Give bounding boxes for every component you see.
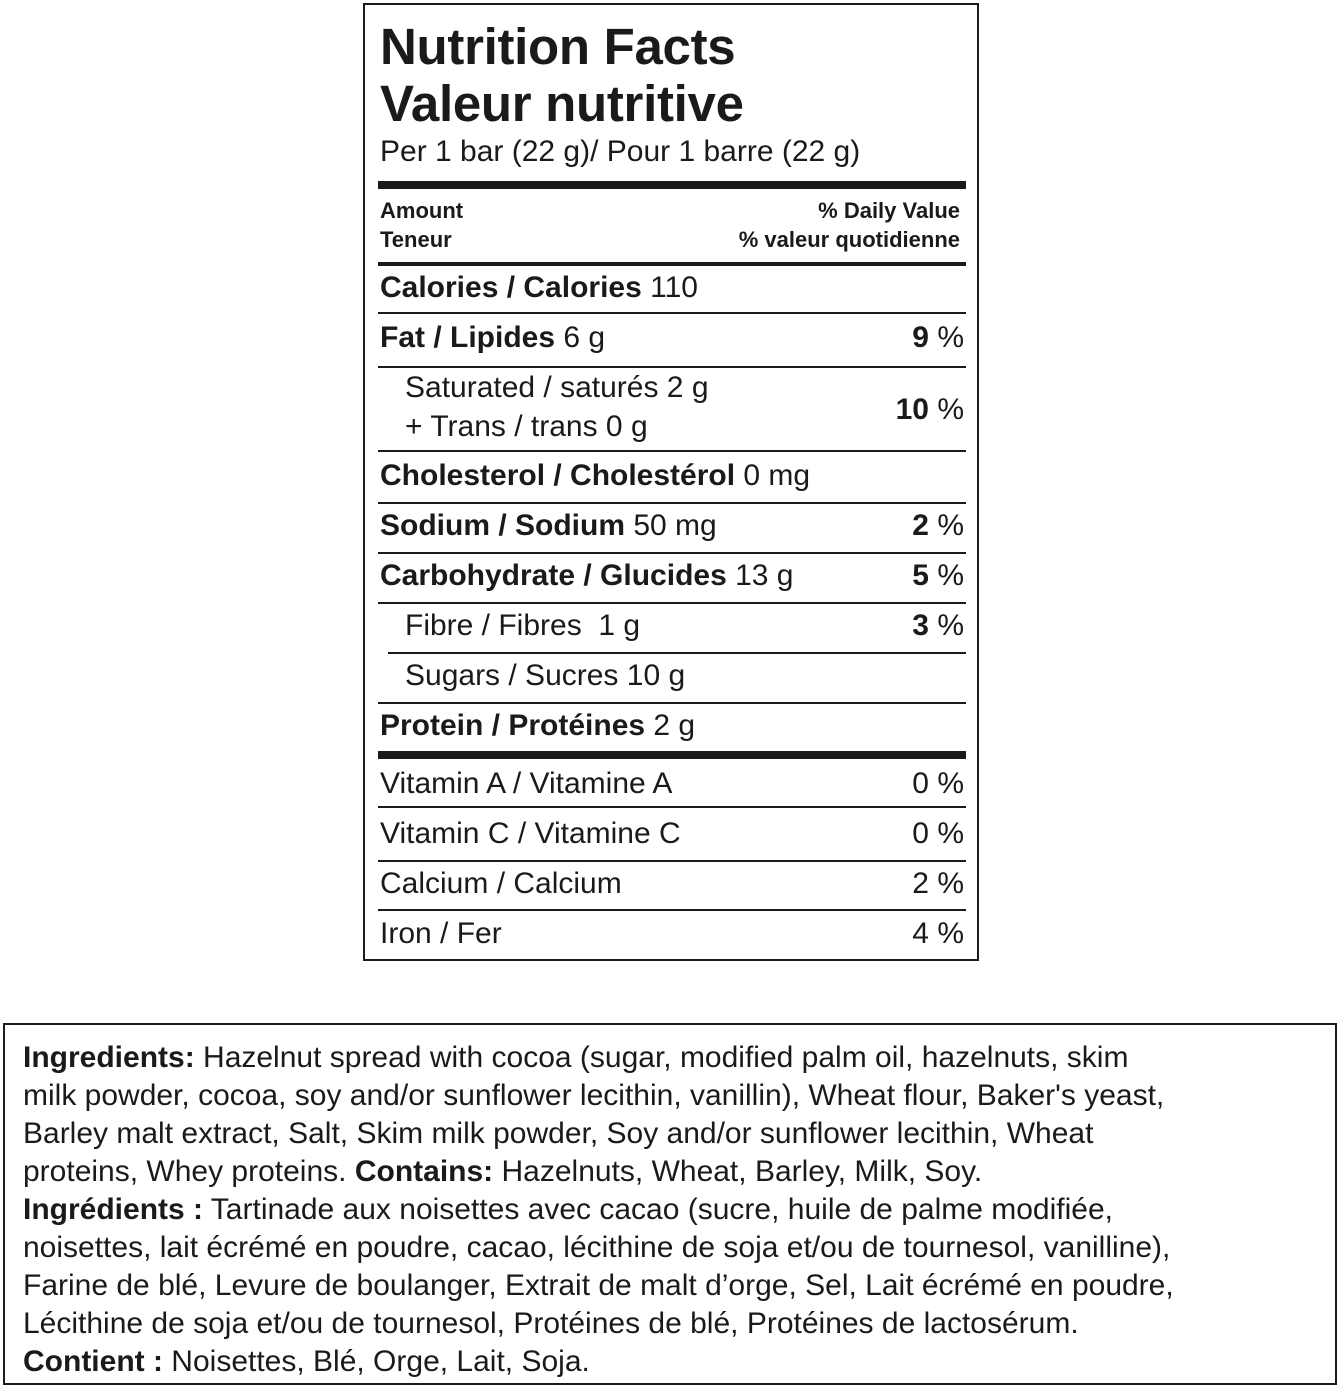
amount-header-fr: Teneur [380,227,452,252]
daily-value-number: 5 [912,559,929,592]
ingredients-box [3,1023,1337,1385]
thick-divider [378,751,966,759]
thick-divider [378,181,966,189]
ingredients-line [23,1343,1333,1381]
trans-label: + Trans / trans 0 g [405,410,648,443]
ingredients-line: Barley malt extract, Salt, Skim milk powder, Soy and/or sunflower lecithin, Wheat [23,1117,1094,1150]
vitamin-daily-value: 0 % [912,817,964,850]
ingredients-text-fr: Tartinade aux noisettes avec cacao (sucre, huile de palme modifiée, [203,1193,1113,1226]
ingredients-text [23,1039,1333,1381]
ingredients-line [23,1191,1333,1229]
nutrient-row-saturated-trans [378,373,966,445]
daily-value-number: 9 [912,321,929,354]
nutrient-name: Cholesterol / Cholestérol [380,459,736,492]
ingredients-heading-en: Ingredients: [23,1041,195,1074]
ingredients-text-en: Hazelnut spread with cocoa (sugar, modified palm oil, hazelnuts, skim [194,1041,1129,1074]
nutrition-facts-table [363,3,979,961]
contient-allergens: Noisettes, Blé, Orge, Lait, Soja. [162,1345,590,1378]
nutrient-name: Protein / Protéines [380,709,646,742]
nutrient-amount: 0 mg [735,459,811,492]
contient-heading: Contient : [23,1345,163,1378]
daily-value-header-fr: % valeur quotidienne [738,227,960,252]
daily-value-unit: % [928,509,964,542]
row-divider [378,552,966,554]
row-divider [378,312,966,314]
contains-allergens: Hazelnuts, Wheat, Barley, Milk, Soy. [493,1155,983,1188]
nutrient-name: Calories / Calories [380,271,642,304]
ingredients-line [23,1153,1333,1191]
daily-value-number: 10 [895,393,929,426]
row-divider [388,652,966,654]
nutrient-amount: 6 g [555,321,606,354]
daily-value-unit: % [928,609,964,642]
mineral-daily-value: 4 % [912,917,964,950]
vitamin-daily-value: 0 % [912,767,964,800]
amount-header-en: Amount [380,198,464,223]
ingredients-heading-fr: Ingrédients : [23,1193,204,1226]
row-divider [378,702,966,704]
saturated-label: Saturated / saturés 2 g [405,371,709,404]
vitamin-label: Vitamin C / Vitamine C [380,817,681,850]
nutrient-name: Sodium / Sodium [380,509,625,542]
row-divider [378,909,966,911]
mineral-daily-value: 2 % [912,867,964,900]
daily-value-header-en: % Daily Value [818,198,960,223]
ingredients-line: noisettes, lait écrémé en poudre, cacao, lécithine de soja et/ou de tournesol, vanilline), [23,1231,1171,1264]
vitamin-label: Vitamin A / Vitamine A [380,767,673,800]
ingredients-text-en: proteins, Whey proteins. [23,1155,355,1188]
ingredients-line: Farine de blé, Levure de boulanger, Extrait de malt d’orge, Sel, Lait écrémé en poudre, [23,1269,1174,1302]
mineral-label: Iron / Fer [380,917,502,950]
ingredients-line [23,1039,1333,1077]
nutrient-amount: 110 [641,271,698,304]
contains-heading: Contains: [354,1155,494,1188]
daily-value-number: 2 [912,509,929,542]
title-french: Valeur nutritive [380,75,744,132]
row-divider [378,860,966,862]
nutrient-amount: 13 g [726,559,794,592]
nutrient-name: Carbohydrate / Glucides [380,559,727,592]
row-divider [378,366,966,368]
daily-value-number: 3 [912,609,929,642]
daily-value-unit: % [928,393,964,426]
row-divider [378,806,966,808]
title-english: Nutrition Facts [380,18,736,75]
mineral-label: Calcium / Calcium [380,867,622,900]
medium-divider [378,262,966,266]
row-divider [378,602,966,604]
serving-size: Per 1 bar (22 g)/ Pour 1 barre (22 g) [380,135,861,168]
nutrient-amount: 2 g [645,709,696,742]
ingredients-line: Lécithine de soja et/ou de tournesol, Protéines de blé, Protéines de lactosérum. [23,1307,1079,1340]
nutrient-name: Fat / Lipides [380,321,556,354]
row-divider [378,450,966,452]
nutrient-amount: 50 mg [625,509,717,542]
daily-value-unit: % [928,321,964,354]
ingredients-line: milk powder, cocoa, soy and/or sunflower lecithin, vanillin), Wheat flour, Baker's yeast, [23,1079,1165,1112]
nutrient-label: Fibre / Fibres 1 g [405,609,641,642]
row-divider [378,502,966,504]
nutrient-label: Sugars / Sucres 10 g [405,659,686,692]
daily-value-unit: % [928,559,964,592]
